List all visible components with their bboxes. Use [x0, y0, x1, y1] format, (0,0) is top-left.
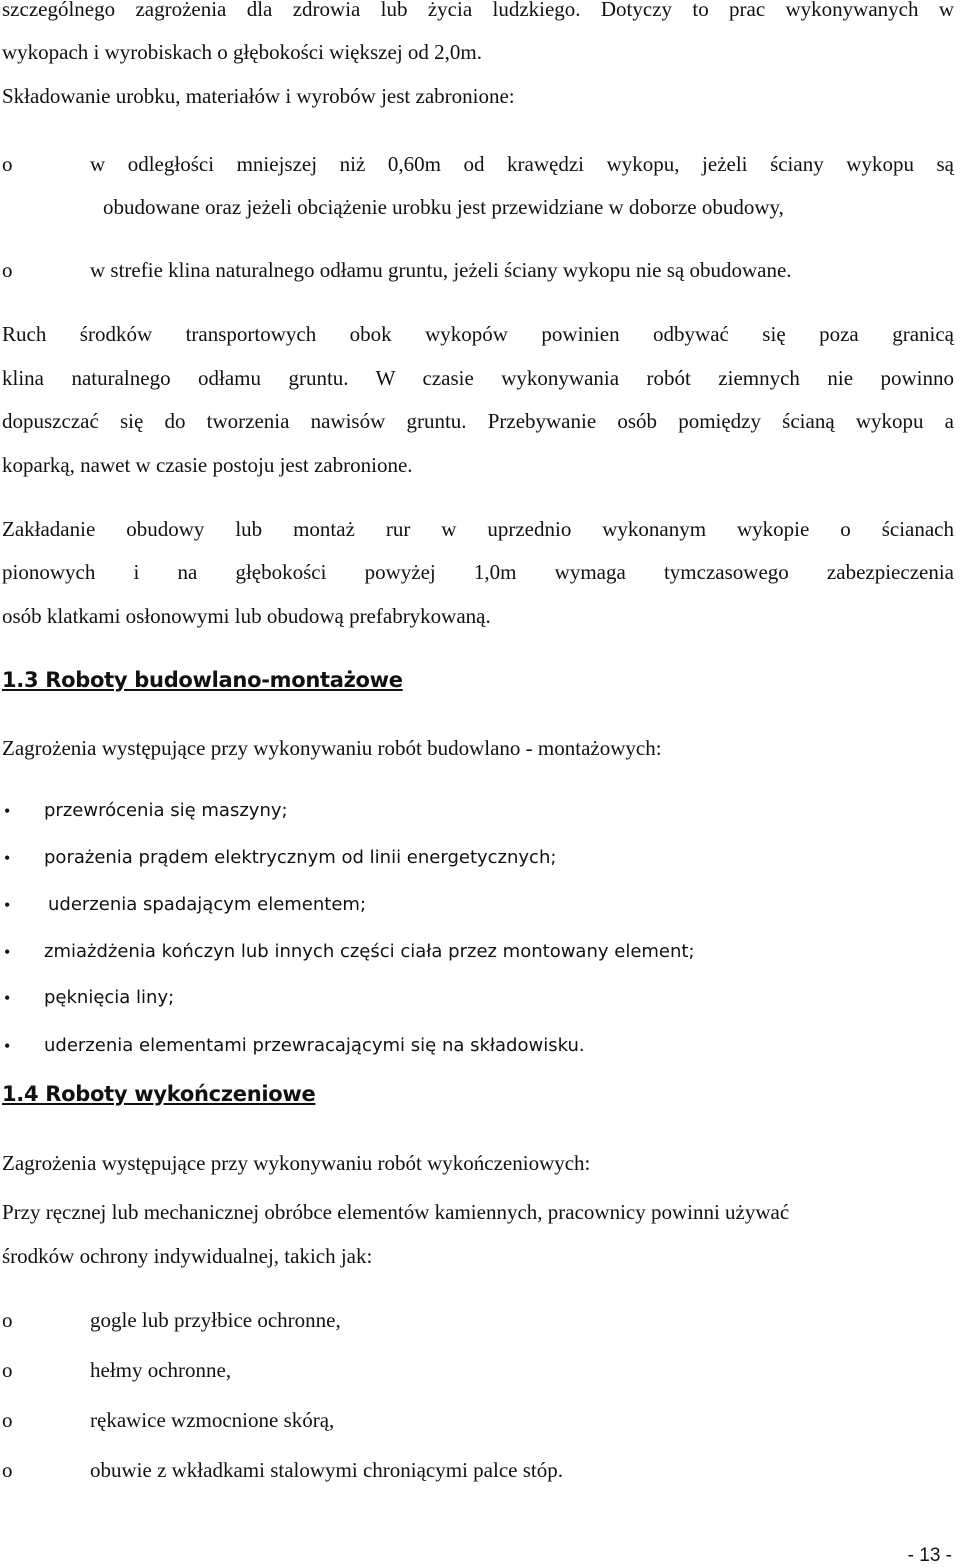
text-line: osób klatkami osłonowymi lub obudową prefabrykowaną. [2, 604, 491, 628]
text-line: Zakładanie obudowy lub montaż rur w uprzednio wykonanym wykopie o ścianach [2, 517, 954, 541]
bullet-item: przewrócenia się maszyny; [44, 800, 288, 821]
text-line: środków ochrony indywidualnej, takich jak: [2, 1244, 373, 1268]
bullet-item: uderzenia spadającym elementem; [48, 894, 367, 915]
bullet-item: uderzenia elementami przewracającymi się na składowisku. [44, 1035, 585, 1056]
list-item: w odległości mniejszej niż 0,60m od krawędzi wykopu, jeżeli ściany wykopu są [90, 152, 954, 176]
text-line: szczególnego zagrożenia dla zdrowia lub życia ludzkiego. Dotyczy to prac wykonywanych w [2, 0, 954, 21]
text-line: wykopach i wyrobiskach o głębokości większej od 2,0m. [2, 40, 482, 64]
text-line: Składowanie urobku, materiałów i wyrobów jest zabronione: [2, 84, 515, 108]
bullet-marker: • [4, 801, 11, 821]
page-number: - 13 - [907, 1545, 952, 1566]
bullet-marker: • [4, 988, 11, 1008]
list-marker: o [2, 1308, 13, 1332]
text-line: koparką, nawet w czasie postoju jest zabronione. [2, 453, 413, 477]
bullet-marker: • [4, 942, 11, 962]
list-marker: o [2, 152, 13, 176]
list-item: obuwie z wkładkami stalowymi chroniącymi palce stóp. [90, 1458, 563, 1482]
bullet-item: pęknięcia liny; [44, 987, 175, 1008]
bullet-marker: • [4, 1036, 11, 1056]
list-marker: o [2, 1408, 13, 1432]
list-item: rękawice wzmocnione skórą, [90, 1408, 335, 1432]
bullet-marker: • [4, 848, 11, 868]
list-item: w strefie klina naturalnego odłamu gruntu, jeżeli ściany wykopu nie są obudowane. [90, 258, 792, 282]
list-item: hełmy ochronne, [90, 1358, 232, 1382]
section-intro: Zagrożenia występujące przy wykonywaniu robót wykończeniowych: [2, 1151, 591, 1175]
bullet-marker: • [4, 895, 11, 915]
list-marker: o [2, 1458, 13, 1482]
text-line: Przy ręcznej lub mechanicznej obróbce elementów kamiennych, pracownicy powinni używać [2, 1200, 790, 1224]
text-line: klina naturalnego odłamu gruntu. W czasie wykonywania robót ziemnych nie powinno [2, 366, 954, 390]
text-line: pionowych i na głębokości powyżej 1,0m wymaga tymczasowego zabezpieczenia [2, 560, 954, 584]
list-marker: o [2, 1358, 13, 1382]
bullet-item: porażenia prądem elektrycznym od linii energetycznych; [44, 847, 557, 868]
section-heading: 1.4 Roboty wykończeniowe [2, 1082, 316, 1106]
text-line: Ruch środków transportowych obok wykopów powinien odbywać się poza granicą [2, 322, 954, 346]
text-line: dopuszczać się do tworzenia nawisów gruntu. Przebywanie osób pomiędzy ścianą wykopu a [2, 409, 954, 433]
bullet-item: zmiażdżenia kończyn lub innych części ciała przez montowany element; [44, 941, 695, 962]
list-marker: o [2, 258, 13, 282]
section-intro: Zagrożenia występujące przy wykonywaniu robót budowlano - montażowych: [2, 736, 662, 760]
list-item-continuation: obudowane oraz jeżeli obciążenie urobku jest przewidziane w doborze obudowy, [103, 195, 784, 219]
section-heading: 1.3 Roboty budowlano-montażowe [2, 668, 403, 692]
list-item: gogle lub przyłbice ochronne, [90, 1308, 341, 1332]
